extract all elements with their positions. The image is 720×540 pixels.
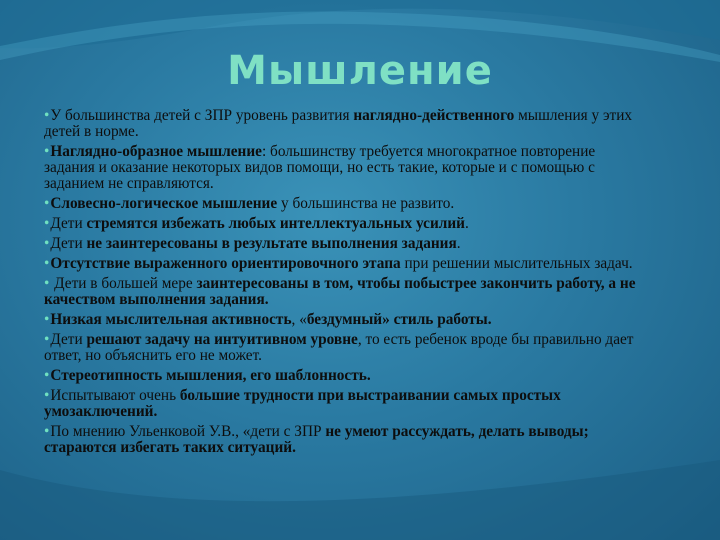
- bullet-icon: •: [44, 311, 50, 328]
- bullet-text-bold: Наглядно-образное мышление: [50, 143, 262, 160]
- bullet-text: Дети в большей мере: [50, 275, 197, 292]
- bullet-text: мышления у этих детей в норме.: [44, 107, 633, 140]
- bullet-item: [44, 276, 644, 308]
- bullet-text-bold: решают задачу на интуитивном уровне: [86, 331, 358, 348]
- bullet-icon: •: [44, 255, 50, 272]
- bullet-text-bold: Словесно-логическое мышление: [50, 195, 278, 212]
- bullet-item: [44, 236, 644, 252]
- bullet-item: [44, 108, 644, 140]
- bullet-icon: •: [44, 107, 50, 124]
- bullet-text-bold: не заинтересованы в результате выполнения задания: [86, 235, 457, 252]
- bullet-text: У большинства детей с ЗПР уровень развития: [50, 107, 354, 124]
- bullet-icon: •: [44, 235, 50, 252]
- bullet-text: , то есть ребенок вроде бы правильно дает ответ, но объяснить его не может.: [44, 331, 634, 364]
- bullet-item: [44, 144, 644, 192]
- bullet-text: По мнению Ульенковой У.В., «дети с ЗПР: [50, 423, 326, 440]
- bullet-text-bold: Низкая мыслительная активность: [50, 311, 292, 328]
- bullet-text: .: [456, 235, 461, 252]
- bullet-item: [44, 196, 644, 212]
- bullet-icon: •: [44, 331, 50, 348]
- bullet-text-bold: Отсутствие выраженного ориентировочного этапа: [50, 255, 401, 272]
- bullet-item: [44, 368, 644, 384]
- bullet-text: .: [464, 215, 469, 232]
- bullet-item: [44, 312, 644, 328]
- bullet-text-bold: большие трудности при выстраивании самых простых умозаключений.: [44, 387, 561, 420]
- bullet-text: при решении мыслительных задач.: [400, 255, 633, 272]
- bullet-icon: •: [44, 275, 50, 292]
- bullet-icon: •: [44, 367, 50, 384]
- bullet-text: Дети: [50, 215, 87, 232]
- bullet-text-bold: бездумный: [306, 311, 383, 328]
- bullet-item: [44, 332, 644, 364]
- bullet-text: у большинства не развито.: [277, 195, 455, 212]
- bullet-text: : большинству требуется многократное повторение задания и оказание некоторых видов помощи, но есть такие, которые и с помощью с заданием не справляются.: [44, 143, 596, 192]
- bullet-text-bold: Стереотипность мышления, его шаблонность.: [50, 367, 371, 384]
- bullet-text-bold: не умеют рассуждать, делать выводы; стараются избегать таких ситуаций.: [44, 423, 589, 456]
- bullet-list: [44, 108, 644, 460]
- bullet-item: [44, 388, 644, 420]
- bullet-item: [44, 256, 644, 272]
- slide-title: Мышление: [227, 48, 493, 94]
- bullet-text-bold: стремятся избежать любых интеллектуальных усилий: [86, 215, 465, 232]
- bullet-text-bold: » стиль работы.: [382, 311, 492, 328]
- bullet-icon: •: [44, 143, 50, 160]
- bullet-icon: •: [44, 215, 50, 232]
- bullet-text: Дети: [50, 331, 87, 348]
- bullet-text: Дети: [50, 235, 87, 252]
- bullet-text: , «: [291, 311, 307, 328]
- bullet-text: Испытывают очень: [50, 387, 180, 404]
- bullet-item: [44, 216, 644, 232]
- bottom-wave: [0, 460, 720, 540]
- bullet-icon: •: [44, 423, 50, 440]
- bullet-item: [44, 424, 644, 456]
- bullet-icon: •: [44, 195, 50, 212]
- bullet-icon: •: [44, 387, 50, 404]
- bullet-text-bold: наглядно-действенного: [353, 107, 515, 124]
- bullet-text-bold: заинтересованы в том, чтобы побыстрее закончить работу, а не качеством выполнения задания.: [44, 275, 636, 308]
